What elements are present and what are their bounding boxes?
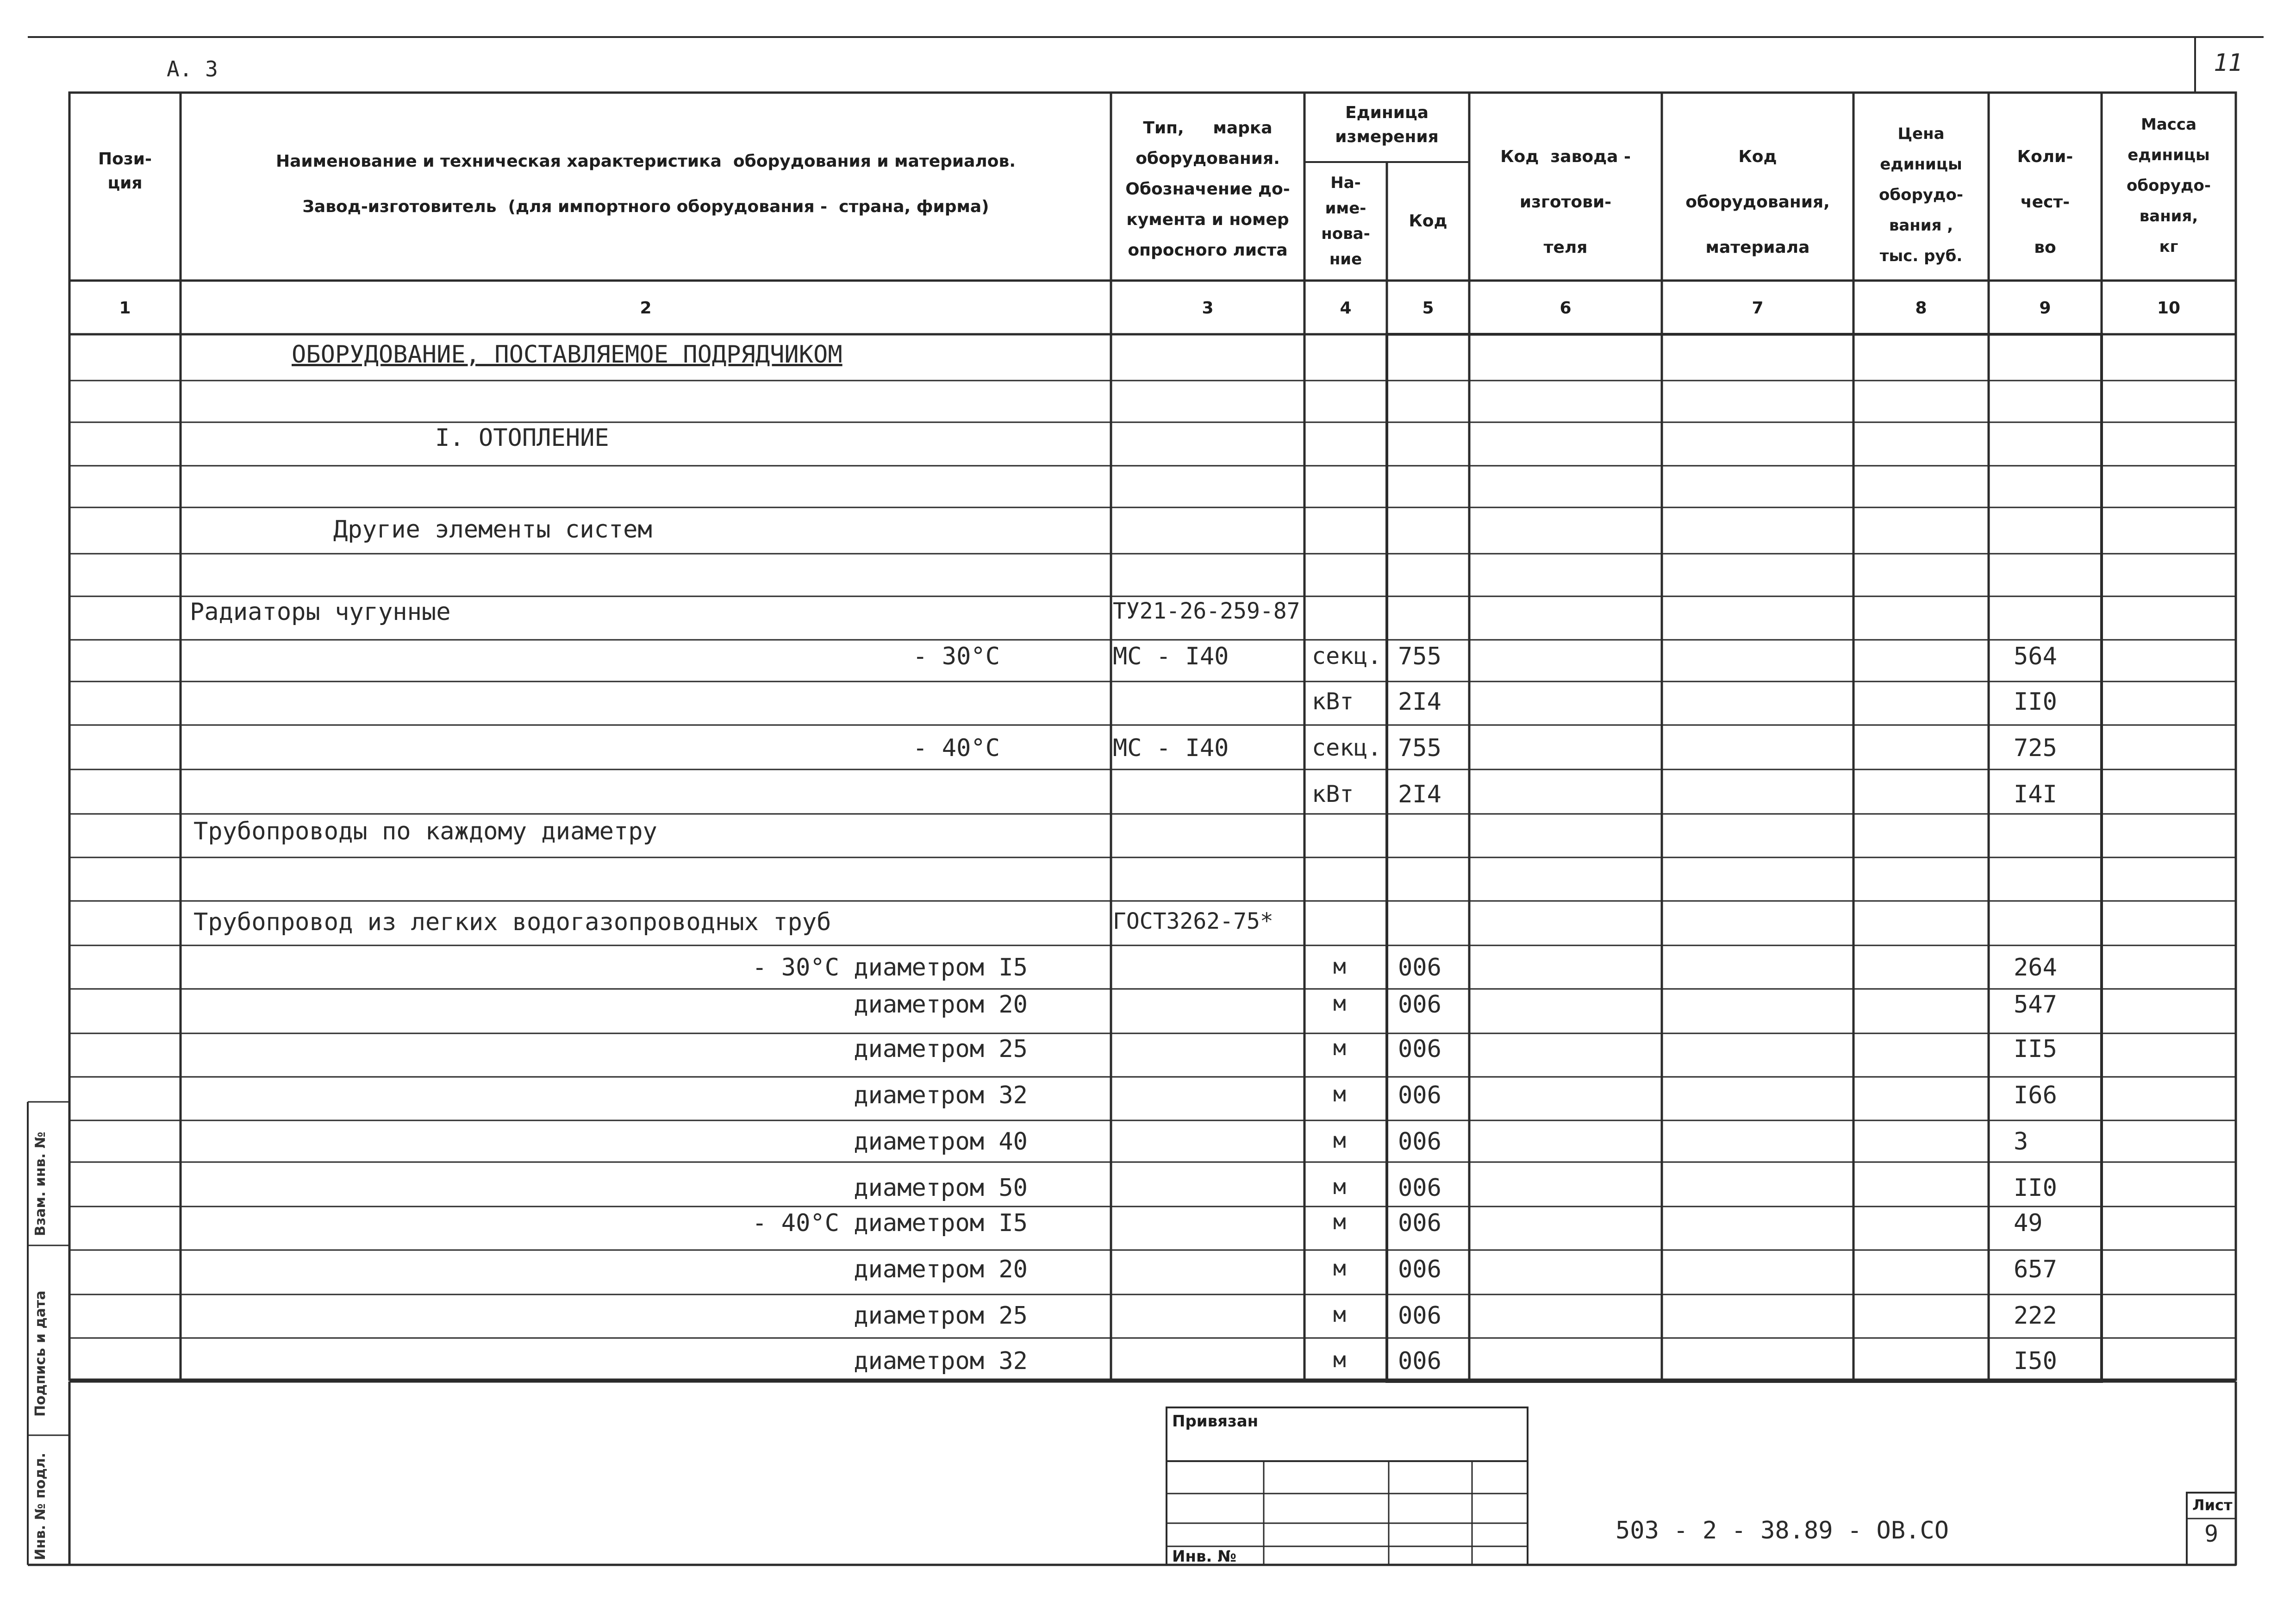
col-header-position: Пози- ция <box>98 150 152 193</box>
row-quantity: I66 <box>2014 1082 2057 1109</box>
row-unit: м <box>1333 1128 1346 1153</box>
column-number: 9 <box>2039 299 2051 318</box>
row-unit-code: 2I4 <box>1398 688 1441 716</box>
row-unit-code: 2I4 <box>1398 781 1441 808</box>
row-quantity: 564 <box>2014 643 2057 670</box>
row-quantity: 547 <box>2014 991 2057 1019</box>
row-unit: м <box>1333 1209 1346 1234</box>
row-name: диаметром 25 <box>854 1302 1028 1330</box>
row-name: Трубопроводы по каждому диаметру <box>193 818 657 845</box>
column-number: 7 <box>1752 299 1764 318</box>
row-quantity: I4I <box>2014 781 2057 808</box>
row-name: I. ОТОПЛЕНИЕ <box>435 424 609 452</box>
col-header-quantity: Коли- чест- во <box>2017 147 2073 257</box>
row-unit: м <box>1333 1256 1346 1281</box>
document-code: 503 - 2 - 38.89 - ОВ.СО <box>1616 1517 1949 1544</box>
row-quantity: 725 <box>2014 734 2057 762</box>
row-name: Другие элементы систем <box>333 516 652 544</box>
row-quantity: II5 <box>2014 1035 2057 1063</box>
row-type: ТУ21-26-259-87 <box>1113 598 1300 624</box>
column-number: 8 <box>1915 299 1927 318</box>
col-header-equipment-code: Код оборудования, материала <box>1685 147 1830 257</box>
row-unit-code: 006 <box>1398 1347 1441 1375</box>
row-name: диаметром 25 <box>854 1035 1028 1063</box>
row-type: МС - I40 <box>1113 643 1229 670</box>
row-name: - 40°С <box>913 734 1000 762</box>
col-header-price: Цена единицы оборудо- вания , тыс. руб. <box>1879 125 1963 265</box>
row-unit: м <box>1333 991 1346 1016</box>
column-number: 10 <box>2157 299 2181 318</box>
side-stamp-original-inv: Инв. № подл. <box>32 1452 49 1560</box>
row-unit: кВт <box>1312 688 1354 715</box>
row-name: диаметром 50 <box>854 1174 1028 1202</box>
sheet-word: Лист <box>2192 1496 2233 1514</box>
row-name: Радиаторы чугунные <box>190 598 451 626</box>
row-unit: м <box>1333 1035 1346 1060</box>
column-number: 5 <box>1422 299 1434 318</box>
row-unit: секц. <box>1312 734 1382 761</box>
row-unit-code: 755 <box>1398 734 1441 762</box>
row-name: Трубопровод из легких водогазопроводных труб <box>193 908 831 936</box>
row-type: МС - I40 <box>1113 734 1229 762</box>
col-header-unit-name: На- име- нова- ние <box>1321 174 1370 269</box>
inventory-number-label: Инв. № <box>1172 1547 1237 1566</box>
row-name: диаметром 32 <box>854 1082 1028 1109</box>
column-number: 4 <box>1340 299 1352 318</box>
row-name: диаметром 20 <box>854 1256 1028 1283</box>
unit-group-header: Единица измерения <box>1335 103 1439 146</box>
row-unit: м <box>1333 1082 1346 1107</box>
row-quantity: II0 <box>2014 1174 2057 1202</box>
row-quantity: 49 <box>2014 1209 2043 1237</box>
column-number: 2 <box>640 299 652 318</box>
row-quantity: 657 <box>2014 1256 2057 1283</box>
row-type: ГОСТ3262-75* <box>1113 908 1273 934</box>
row-name: - 30°С диаметром I5 <box>752 954 1028 982</box>
row-unit: секц. <box>1312 643 1382 669</box>
col-header-plant-code: Код завода - изготови- теля <box>1500 147 1631 257</box>
col-header-name: Наименование и техническая характеристика оборудования и материалов. Завод-изготовитель (для импортного оборудования - страна, фирма) <box>276 152 1016 216</box>
row-quantity: 3 <box>2014 1128 2028 1156</box>
row-name: диаметром 32 <box>854 1347 1028 1375</box>
row-unit-code: 006 <box>1398 1256 1441 1283</box>
row-unit: м <box>1333 954 1346 979</box>
col-header-mass: Масса единицы оборудо- вания, кг <box>2127 115 2211 256</box>
row-unit: кВт <box>1312 781 1354 807</box>
row-unit-code: 006 <box>1398 1128 1441 1156</box>
row-unit: м <box>1333 1174 1346 1199</box>
row-unit-code: 755 <box>1398 643 1441 670</box>
row-name: диаметром 40 <box>854 1128 1028 1156</box>
row-quantity: I50 <box>2014 1347 2057 1375</box>
page-corner-number: 11 <box>2214 49 2243 77</box>
col-header-unit-code: Код <box>1409 212 1447 231</box>
side-stamp-signature-date: Подпись и дата <box>32 1290 49 1417</box>
col-header-type: Тип, марка оборудования. Обозначение до- кумента и номер опросного листа <box>1125 119 1290 260</box>
sheet-number: 9 <box>2204 1520 2219 1547</box>
column-number: 3 <box>1202 299 1214 318</box>
sheet-label: А. 3 <box>167 56 218 81</box>
row-quantity: 222 <box>2014 1302 2057 1330</box>
column-number: 1 <box>119 299 131 318</box>
row-unit: м <box>1333 1302 1346 1327</box>
row-name: диаметром 20 <box>854 991 1028 1019</box>
row-quantity: 264 <box>2014 954 2057 982</box>
row-name: ОБОРУДОВАНИЕ, ПОСТАВЛЯЕМОЕ ПОДРЯДЧИКОМ <box>292 341 842 369</box>
row-unit-code: 006 <box>1398 954 1441 982</box>
row-unit-code: 006 <box>1398 1174 1441 1202</box>
row-name: - 30°С <box>913 643 1000 670</box>
row-quantity: II0 <box>2014 688 2057 716</box>
row-name: - 40°С диаметром I5 <box>752 1209 1028 1237</box>
column-number: 6 <box>1560 299 1572 318</box>
row-unit: м <box>1333 1347 1346 1372</box>
row-unit-code: 006 <box>1398 1082 1441 1109</box>
attached-label: Привязан <box>1172 1412 1259 1431</box>
row-unit-code: 006 <box>1398 991 1441 1019</box>
row-unit-code: 006 <box>1398 1035 1441 1063</box>
row-unit-code: 006 <box>1398 1209 1441 1237</box>
side-stamp-replaced-inv: Взам. инв. № <box>32 1132 49 1236</box>
row-unit-code: 006 <box>1398 1302 1441 1330</box>
